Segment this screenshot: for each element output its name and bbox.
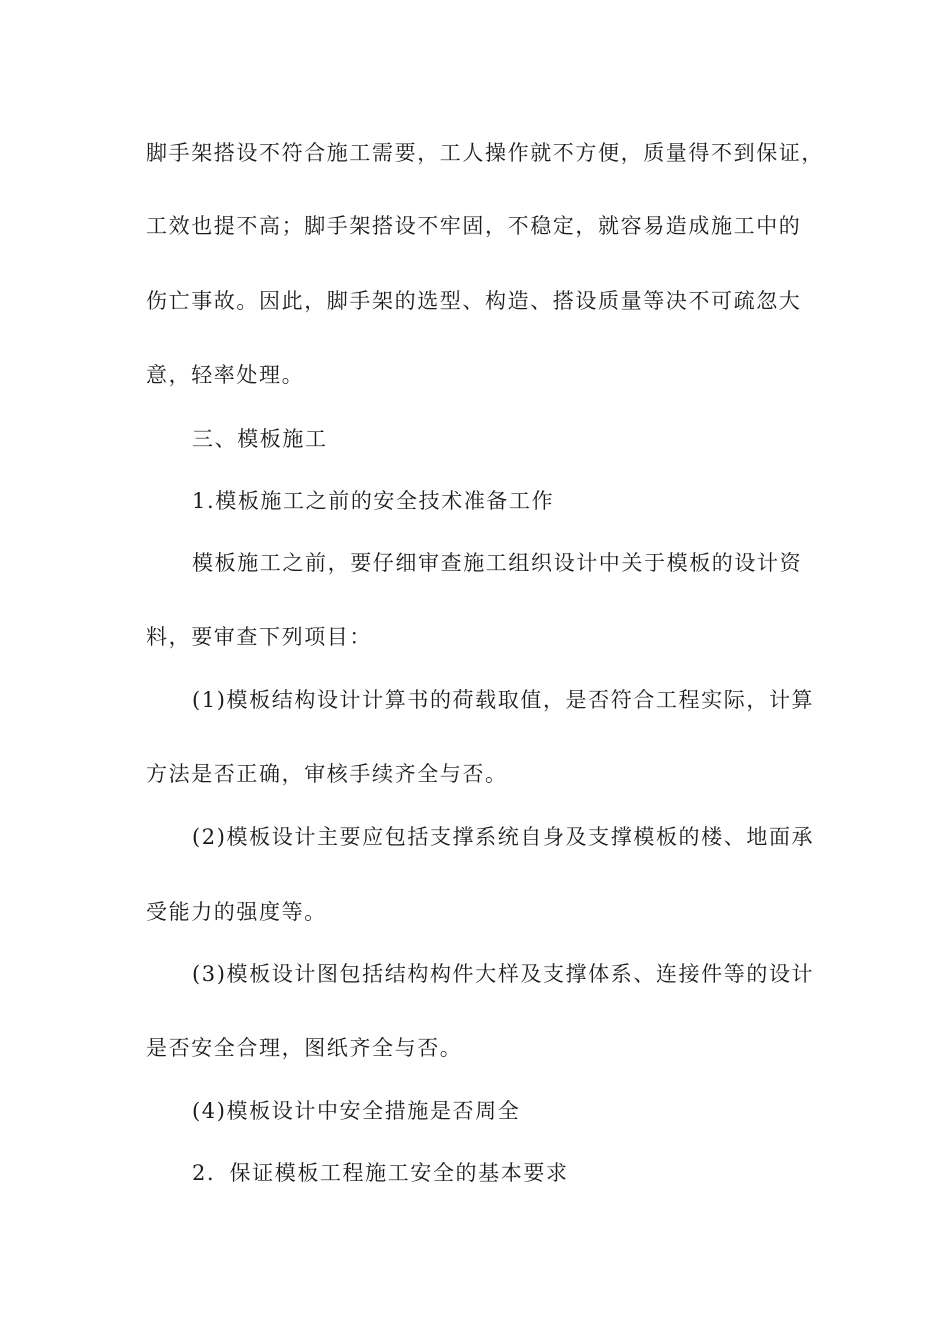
- list-item-4: (4)模板设计中安全措施是否周全: [192, 1099, 521, 1123]
- list-item-3: (3)模板设计图包括结构构件大样及支撑体系、连接件等的设计: [192, 962, 815, 986]
- text-line-7: 模板施工之前，要仔细审查施工组织设计中关于模板的设计资: [192, 551, 803, 575]
- list-item-1: (1)模板结构设计计算书的荷载取值，是否符合工程实际，计算: [192, 688, 815, 712]
- list-item-2-cont: 受能力的强度等。: [146, 900, 327, 924]
- subsection-heading-2: 2．保证模板工程施工安全的基本要求: [192, 1161, 569, 1185]
- subsection-heading-1: 1.模板施工之前的安全技术准备工作: [192, 489, 555, 513]
- text-line-3: 伤亡事故。因此，脚手架的选型、构造、搭设质量等决不可疏忽大: [146, 289, 802, 313]
- list-item-2: (2)模板设计主要应包括支撑系统自身及支撑模板的楼、地面承: [192, 825, 815, 849]
- text-line-8: 料，要审查下列项目：: [146, 625, 372, 649]
- text-line-4: 意，轻率处理。: [146, 363, 305, 387]
- section-heading-formwork: 三、模板施工: [192, 427, 328, 451]
- text-line-2: 工效也提不高；脚手架搭设不牢固，不稳定，就容易造成施工中的: [146, 214, 802, 238]
- list-item-1-cont: 方法是否正确，审核手续齐全与否。: [146, 762, 508, 786]
- list-item-3-cont: 是否安全合理，图纸齐全与否。: [146, 1036, 463, 1060]
- text-line-1: 脚手架搭设不符合施工需要，工人操作就不方便，质量得不到保证，: [146, 141, 824, 165]
